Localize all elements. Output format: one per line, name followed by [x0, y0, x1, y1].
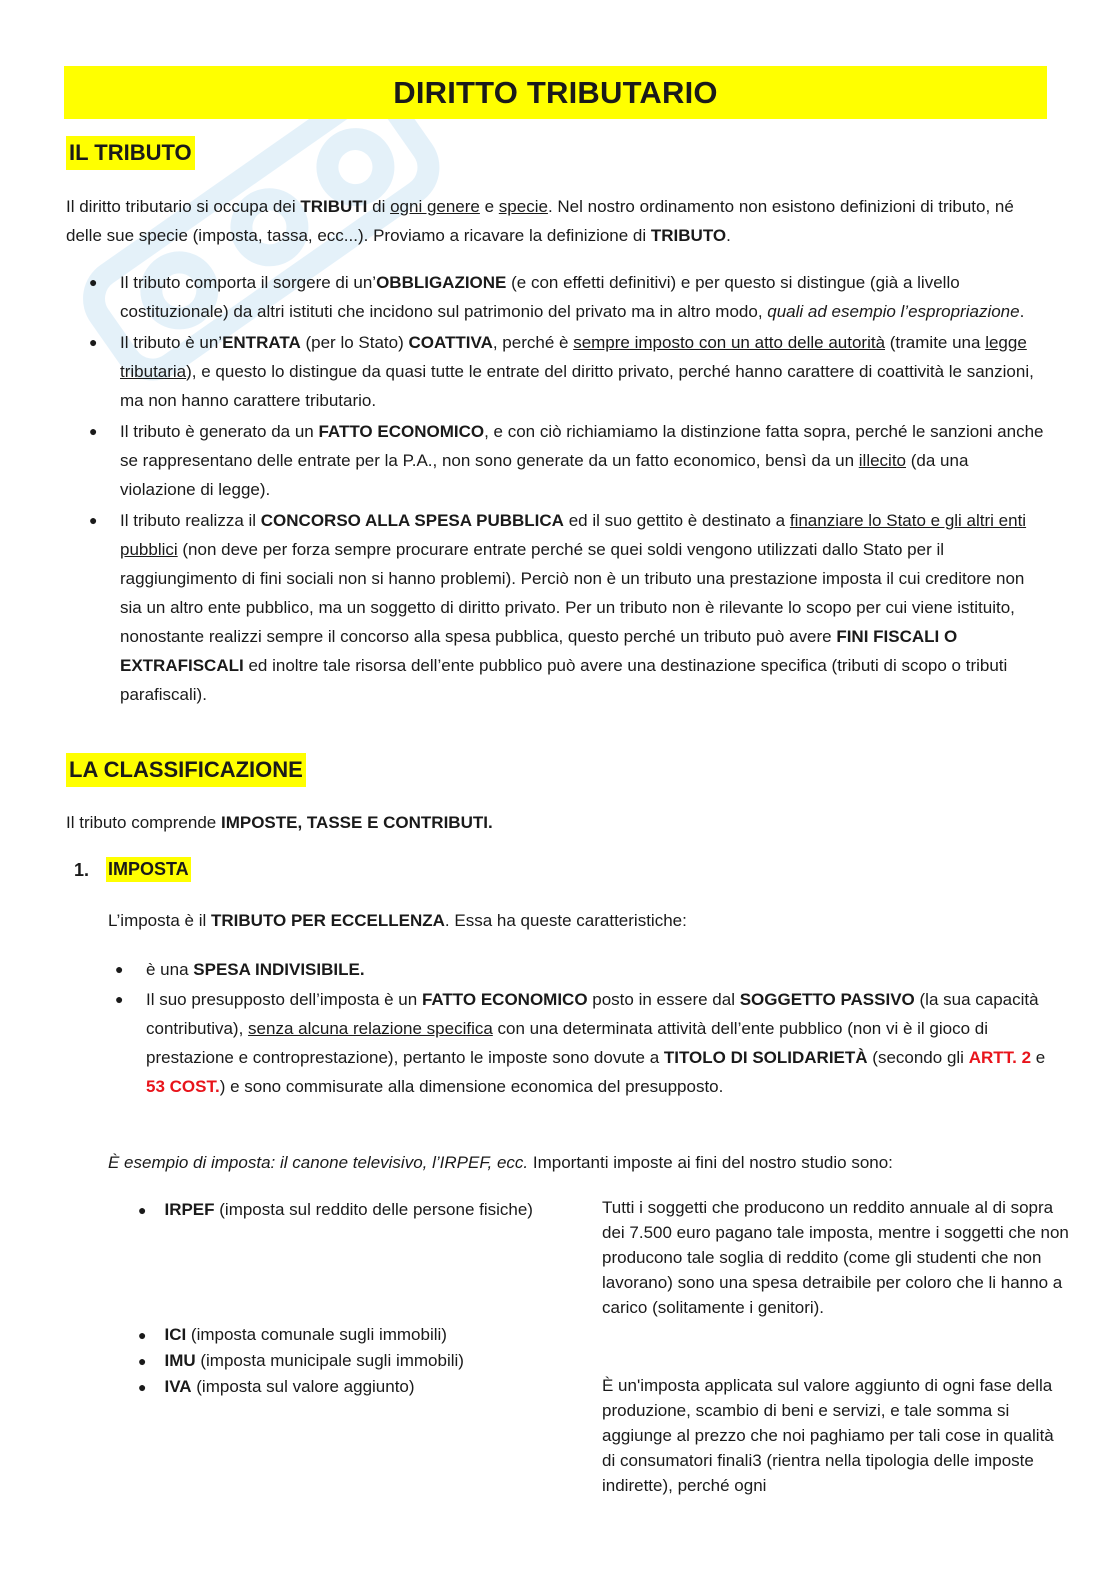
bullet-obbligazione: ● Il tributo comporta il sorgere di un’OBBLIGAZIONE (e con effetti definitivi) e per questo si distingue (già a livello costituzionale) da altri istituti che incidono sul patrimonio del privato ma in altro modo, quali ad esempio l’espropriazione. — [120, 268, 1046, 326]
section-heading-il-tributo: IL TRIBUTO — [66, 136, 195, 170]
tax-item-irpef: ● IRPEF (imposta sul reddito delle persone fisiche) — [138, 1200, 533, 1219]
bullet-dot-icon: ● — [138, 1353, 147, 1369]
bullet-dot-icon: ● — [89, 512, 98, 528]
section1-intro-paragraph: Il diritto tributario si occupa dei TRIBUTI di ogni genere e specie. Nel nostro ordinamento non esistono definizioni di tributo, né delle sue specie (imposta, tassa, ecc...). Proviamo a ricavare la definizione di TRIBUTO. — [66, 197, 1014, 245]
bullet-dot-icon: ● — [138, 1202, 147, 1218]
bullet-dot-icon: ● — [89, 423, 98, 439]
section1-bullet-list — [89, 268, 1046, 709]
item-heading-imposta: IMPOSTA — [106, 857, 191, 882]
iva-note: È un'imposta applicata sul valore aggiunto di ogni fase della produzione, scambio di beni e servizi, e tale somma si aggiunge al prezzo che noi paghiamo per tali cose in qualità di consumatori finali3 (rientra nella tipologia delle imposte indirette), perché ogni — [602, 1376, 1054, 1495]
bullet-presupposto: ● Il suo presupposto dell’imposta è un FATTO ECONOMICO posto in essere dal SOGGETTO PASSIVO (la sua capacità contributiva), senza alcuna relazione specifica con una determinata attività dell’ente pubblico (non vi è il gioco di prestazione e controprestazione), pertanto le imposte sono dovute a TITOLO DI SOLIDARIETÀ (secondo gli ARTT. 2 e 53 COST.) e sono commisurate alla dimensione economica del presupposto. — [146, 985, 1046, 1101]
tax-item-iva: ● IVA (imposta sul valore aggiunto) — [138, 1377, 415, 1396]
bullet-entrata-coattiva: ● Il tributo è un’ENTRATA (per lo Stato) COATTIVA, perché è sempre imposto con un atto delle autorità (tramite una legge tributaria), e questo lo distingue da quasi tutte le entrate del diritto privato, perché hanno carattere di coattività le sanzioni, ma non hanno carattere tributario. — [120, 328, 1046, 415]
tax-item-ici: ● ICI (imposta comunale sugli immobili) — [138, 1325, 447, 1344]
irpef-note: Tutti i soggetti che producono un reddito annuale al di sopra dei 7.500 euro pagano tale imposta, mentre i soggetti che non producono tale soglia di reddito (come gli studenti che non lavorano) sono una spesa detraibile per coloro che li hanno a carico (solitamente i genitori). — [602, 1198, 1069, 1317]
bullet-spesa-indivisibile: ● è una SPESA INDIVISIBILE. — [146, 955, 1046, 984]
imposta-example-paragraph: È esempio di imposta: il canone televisivo, l’IRPEF, ecc. Importanti imposte ai fini del nostro studio sono: — [108, 1153, 893, 1172]
document-title-bar — [64, 66, 1047, 119]
bullet-dot-icon: ● — [89, 274, 98, 290]
list-number: 1. — [74, 860, 90, 880]
bullet-fatto-economico: ● Il tributo è generato da un FATTO ECONOMICO, e con ciò richiamiamo la distinzione fatta sopra, perché le sanzioni anche se rappresentano delle entrate per la P.A., non sono generate da un fatto economico, bensì da un illecito (da una violazione di legge). — [120, 417, 1046, 504]
bullet-dot-icon: ● — [115, 961, 124, 977]
section2-intro-paragraph: Il tributo comprende IMPOSTE, TASSE E CONTRIBUTI. — [66, 813, 493, 832]
tax-item-imu: ● IMU (imposta municipale sugli immobili) — [138, 1351, 464, 1370]
bullet-dot-icon: ● — [89, 334, 98, 350]
section-heading-classificazione: LA CLASSIFICAZIONE — [66, 753, 306, 787]
bullet-concorso-spesa: ● Il tributo realizza il CONCORSO ALLA SPESA PUBBLICA ed il suo gettito è destinato a finanziare lo Stato e gli altri enti pubblici (non deve per forza sempre procurare entrate perché se quei soldi vengono utilizzati dallo Stato per il raggiungimento di fini sociali non si hanno problemi). Perciò non è un tributo una prestazione imposta il cui creditore non sia un altro ente pubblico, ma un soggetto di diritto privato. Per un tributo non è rilevante lo scopo per cui viene istituito, nonostante realizzi sempre il concorso alla spesa pubblica, questo perché un tributo può avere FINI FISCALI O EXTRAFISCALI ed inoltre tale risorsa dell’ente pubblico può avere una destinazione specifica (tributi di scopo o tributi parafiscali). — [120, 506, 1046, 709]
document-title: DIRITTO TRIBUTARIO — [393, 74, 718, 110]
bullet-dot-icon: ● — [138, 1327, 147, 1343]
bullet-dot-icon: ● — [115, 991, 124, 1007]
imposta-bullet-list — [115, 955, 1046, 1101]
imposta-intro-paragraph: L’imposta è il TRIBUTO PER ECCELLENZA. Essa ha queste caratteristiche: — [108, 911, 687, 930]
bullet-dot-icon: ● — [138, 1379, 147, 1395]
